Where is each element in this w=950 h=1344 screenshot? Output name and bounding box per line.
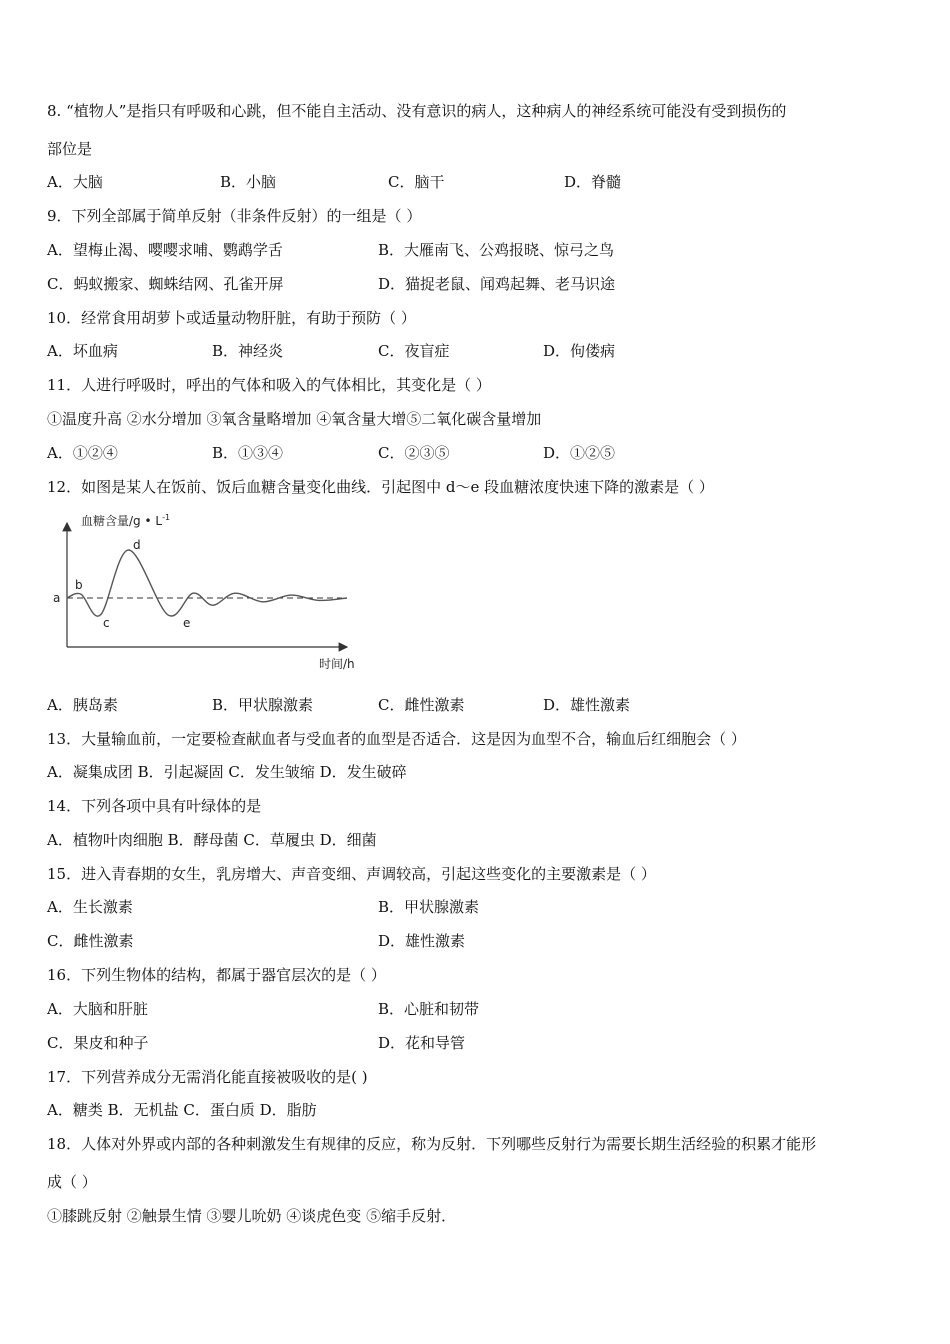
question-16-option-b: B．心脏和韧带 [378,1000,480,1018]
question-14-options: A．植物叶肉细胞 B．酵母菌 C．草履虫 D．细菌 [47,831,377,849]
question-10-option-b: B．神经炎 [212,342,284,360]
question-15-option-a: A．生长激素 [47,898,133,916]
question-13-options: A．凝集成团 B．引起凝固 C．发生皱缩 D．发生破碎 [47,763,407,781]
label-d: d [133,538,141,552]
question-8-option-b: B．小脑 [220,173,277,191]
question-10-option-a: A．坏血病 [47,342,118,360]
blood-sugar-curve [67,550,347,616]
question-10-stem: 10．经常食用胡萝卜或适量动物肝脏，有助于预防（ ） [47,309,416,327]
question-8-option-a: A．大脑 [47,173,103,191]
question-15-stem: 15．进入青春期的女生，乳房增大、声音变细、声调较高，引起这些变化的主要激素是（ ） [47,865,656,883]
label-e: e [183,616,191,630]
question-11-option-b: B．①③④ [212,444,284,462]
question-16-option-a: A．大脑和肝脏 [47,1000,148,1018]
question-12-stem: 12．如图是某人在饭前、饭后血糖含量变化曲线．引起图中 d～e 段血糖浓度快速下降的激素是（ ） [47,478,714,496]
question-11-stem: 11．人进行呼吸时，呼出的气体和吸入的气体相比，其变化是（ ） [47,376,491,394]
question-18-items: ①膝跳反射 ②触景生情 ③婴儿吮奶 ④谈虎色变 ⑤缩手反射． [47,1207,457,1225]
question-15-option-d: D．雄性激素 [378,932,466,950]
question-11-option-d: D．①②⑤ [543,444,616,462]
label-b: b [75,578,83,592]
question-12-option-c: C．雌性激素 [378,696,465,714]
question-14-stem: 14．下列各项中具有叶绿体的是 [47,797,262,815]
question-15-option-c: C．雌性激素 [47,932,134,950]
question-11-items: ①温度升高 ②水分增加 ③氧含量略增加 ④氧含量大增⑤二氧化碳含量增加 [47,410,542,428]
question-9-option-c: C．蚂蚁搬家、蜘蛛结网、孔雀开屏 [47,275,284,293]
question-9-stem: 9．下列全部属于简单反射（非条件反射）的一组是（ ） [47,207,422,225]
blood-sugar-chart [45,505,365,677]
x-axis-label: 时间/h [319,657,355,671]
question-9-option-d: D．猫捉老鼠、闻鸡起舞、老马识途 [378,275,616,293]
question-15-option-b: B．甲状腺激素 [378,898,480,916]
question-8-stem: 8. “植物人”是指只有呼吸和心跳，但不能自主活动、没有意识的病人，这种病人的神经系统可能没有受到损伤的 [47,102,787,120]
question-11-option-c: C．②③⑤ [378,444,450,462]
question-17-stem: 17．下列营养成分无需消化能直接被吸收的是( ) [47,1068,368,1086]
question-12-option-d: D．雄性激素 [543,696,631,714]
question-12-option-a: A．胰岛素 [47,696,118,714]
question-18-stem-cont: 成（ ） [47,1173,97,1191]
label-c: c [103,616,110,630]
question-16-stem: 16．下列生物体的结构，都属于器官层次的是（ ） [47,966,386,984]
question-13-stem: 13．大量输血前，一定要检查献血者与受血者的血型是否适合．这是因为血型不合，输血后红细胞会（ ） [47,730,746,748]
question-17-options: A．糖类 B．无机盐 C．蛋白质 D．脂肪 [47,1101,317,1119]
question-16-option-c: C．果皮和种子 [47,1034,149,1052]
question-8-option-d: D．脊髓 [564,173,622,191]
question-12-option-b: B．甲状腺激素 [212,696,314,714]
question-11-option-a: A．①②④ [47,444,118,462]
question-9-option-b: B．大雁南飞、公鸡报晓、惊弓之鸟 [378,241,615,259]
question-8-option-c: C．脑干 [388,173,445,191]
question-9-option-a: A．望梅止渴、嘤嘤求哺、鹦鹉学舌 [47,241,283,259]
question-10-option-d: D．佝偻病 [543,342,616,360]
question-16-option-d: D．花和导管 [378,1034,466,1052]
question-8-stem-cont: 部位是 [47,140,93,158]
label-a: a [53,591,61,605]
y-axis-label: 血糖含量/g • $L^{-1}$ [81,513,171,528]
question-18-stem: 18．人体对外界或内部的各种刺激发生有规律的反应，称为反射．下列哪些反射行为需要长期生活经验的积累才能形 [47,1135,817,1153]
question-10-option-c: C．夜盲症 [378,342,450,360]
